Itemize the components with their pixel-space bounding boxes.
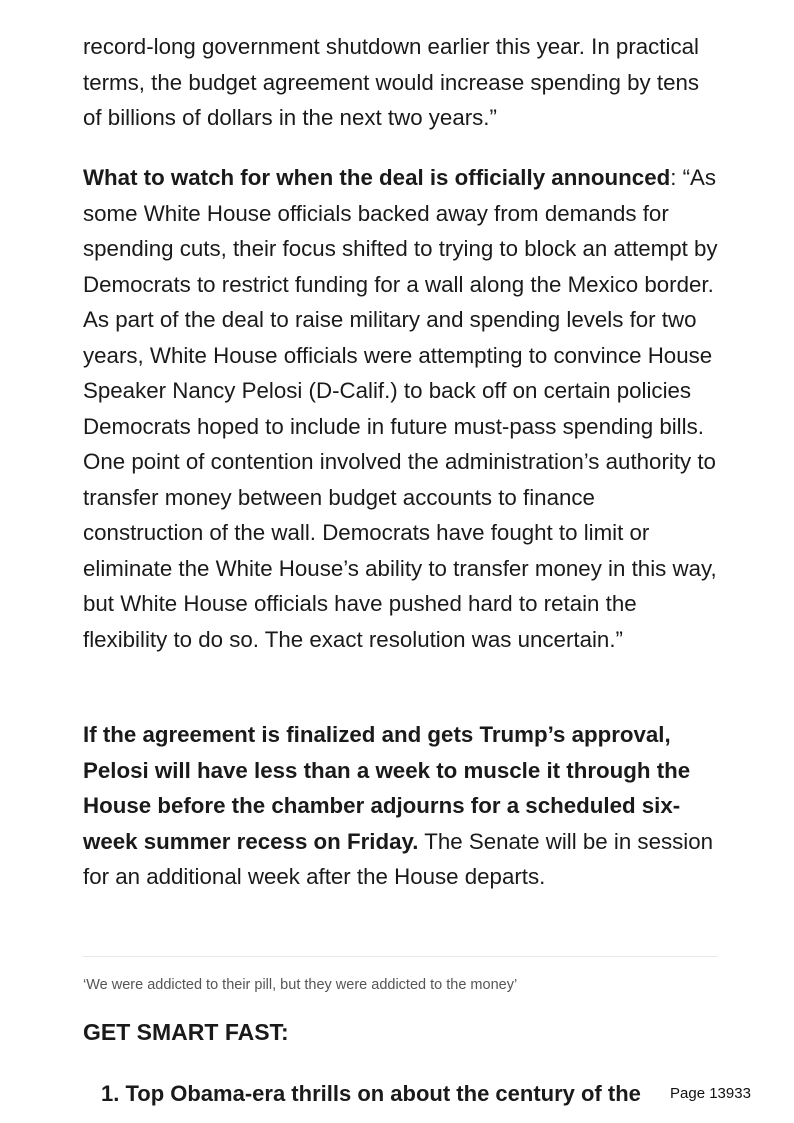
paragraph-lead-bold: What to watch for when the deal is officially announced [83, 165, 671, 190]
paragraph-shutdown [83, 29, 718, 136]
list-item-text: 1. Top Obama-era thrills on about the century of the [101, 1081, 641, 1106]
paragraph-text: The Senate will be in session for an additional week after the House departs. [83, 828, 714, 889]
section-divider [83, 956, 718, 957]
paragraph-what-to-watch [83, 160, 718, 657]
related-article-link[interactable]: ‘We were addicted to their pill, but they were addicted to the money’ [83, 977, 518, 993]
page-number: Page 13933 [670, 1085, 751, 1102]
paragraph-text: record-long government shutdown earlier this year. In practical terms, the budget agreement would increase spending by tens of billions of dollars in the next two years.” [83, 34, 700, 130]
paragraph-text: : “As some White House officials backed away from demands for spending cuts, their focus shifted to trying to block an attempt by Democrats to restrict funding for a wall along the Mexico border. As part of the deal to raise military and spending levels for two years, White House officials were attempting to convince House Speaker Nancy Pelosi (D-Calif.) to back off on certain policies Democrats hoped to include in future must-pass spending bills. One point of contention involved the administration’s authority to transfer money between budget accounts to finance construction of the wall. Democrats have fought to limit or eliminate the White House’s ability to transfer money in this way, but White House officials have pushed hard to retain the flexibility to do so. The exact resolution was uncertain.” [83, 165, 718, 652]
section-heading: GET SMART FAST: [83, 1019, 289, 1045]
paragraph-lead-bold: If the agreement is finalized and gets Trump’s approval, Pelosi will have less than a week to muscle it through the House before the chamber adjourns for a scheduled six-week summer recess on Friday. [83, 722, 691, 854]
paragraph-pelosi-recess [83, 717, 718, 895]
